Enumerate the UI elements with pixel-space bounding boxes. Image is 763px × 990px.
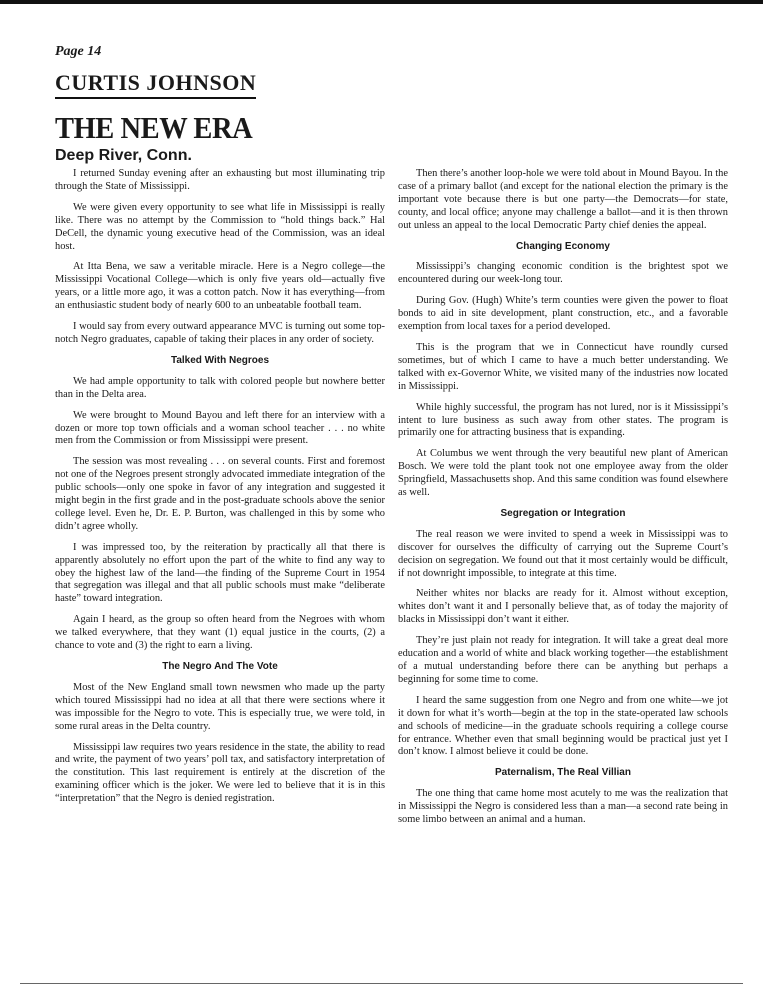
top-border-rule [0,0,763,4]
article-paragraph: They’re just plain not ready for integration. It will take a great deal more education and a world of white and black working together—the establishment of a mutual understanding before there can be anything but perhaps a beginning for some time to come. [398,635,728,685]
article-paragraph: During Gov. (Hugh) White’s term counties were given the power to float bonds to aid in site development, plant construction, etc., and a favorable exemption from local taxes for a period developed. [398,295,728,333]
article-paragraph: I was impressed too, by the reiteration by practically all that there is apparently absolutely no effort upon the part of the white to find any way to obey the highest law of the land—the finding of the Supreme Court in 1954 that segregation was illegal and that all public schools must make “deliberate haste” toward integration. [55,541,385,605]
article-paragraph: We had ample opportunity to talk with colored people but nowhere better than in the Delta area. [55,375,385,400]
article-column-right [398,168,728,835]
section-heading: Changing Economy [516,240,610,252]
article-paragraph: We were given every opportunity to see what life in Mississippi is really like. There was no attempt by the Commission to “hold things back.” Hal DeCell, the dynamic young executive head of the Commission, was an ideal host. [55,201,385,252]
article-paragraph: Mississippi law requires two years residence in the state, the ability to read and write, the payment of two years’ poll tax, and satisfactory interpretation of the constitution. This last requirement is entirely at the discretion of the examining officer which is the joker. We were led to believe that it is in this “interpretation” that the Negro is denied registration. [55,741,385,805]
article-paragraph: Neither whites nor blacks are ready for it. Almost without exception, whites don’t want it and I personally believe that, as of today the majority of blacks in Mississippi don’t want it either. [398,588,728,626]
article-paragraph: The one thing that came home most acutely to me was the realization that in Mississippi the Negro is considered less than a man—a second rate being in some limbo between an animal and a human. [398,788,728,826]
article-column-left [55,168,385,814]
article-paragraph: Mississippi’s changing economic condition is the brightest spot we encountered during our week-long tour. [398,261,728,286]
article-paragraph: This is the program that we in Connecticut have roundly cursed sometimes, but of which I came to have a much better understanding. We talked with ex-Governor White, we visited many of the industries now located in Mississippi. [398,341,728,392]
section-heading: Paternalism, The Real Villian [495,767,631,779]
column-masthead: THE NEW ERA [55,110,253,145]
article-paragraph: The real reason we were invited to spend a week in Mississippi was to discover for ourselves the difficulty of carrying out the Supreme Court’s decision on segregation. We found out that it most certainly would be difficult, if not downright impossible, to integrate at this time. [398,528,728,579]
article-paragraph: We were brought to Mound Bayou and left there for an interview with a dozen or more top town officials and a woman school teacher . . . no white men from the Commission or from Mississippi were present. [55,409,385,447]
article-paragraph: Again I heard, as the group so often heard from the Negroes with whom we talked everywhere, that they want (1) equal justice in the courts, (2) a chance to vote and (3) the right to earn a living. [55,614,385,652]
article-paragraph: I would say from every outward appearance MVC is turning out some top-notch Negro graduates, capable of taking their places in any order of society. [55,321,385,345]
bottom-border-rule [20,983,743,984]
section-heading: The Negro And The Vote [162,661,278,672]
article-paragraph: At Itta Bena, we saw a veritable miracle. Here is a Negro college—the Mississippi Vocational College—which is only five years old—actually five years, or a little more ago, it was a cotton patch. Now it has everything—from an enthusiastic student body of nearly 600 to an unbeatable football team. [55,261,385,312]
article-paragraph: I heard the same suggestion from one Negro and from one white—we jot it down for what it’s worth—begin at the top in the state-operated law schools and schools of medicine—in the graduate schools requiring a college course for entrance. Whether even that small beginning would be practical just yet I don’t know. I almost believe it could be done. [398,694,728,758]
page-number: Page 14 [55,44,102,59]
section-heading: Segregation or Integration [500,507,626,519]
section-heading: Talked With Negroes [170,354,270,366]
article-paragraph: While highly successful, the program has not lured, nor is it Mississippi’s intent to lure business as such away from other states. The program is primarily one for attracting business that is expanding. [398,401,728,439]
article-paragraph: Then there’s another loop-hole we were told about in Mound Bayou. In the case of a primary ballot (and except for the national election the primary is the important vote because there is but one party—the Democrats—for state, county, and local office; anyone may challenge a ballot—and it is then thrown out unless an appeal to the local Democratic Party chief denies the appeal. [398,168,728,231]
dateline: Deep River, Conn. [55,147,192,164]
article-paragraph: The session was most revealing . . . on several counts. First and foremost not one of the Negroes present strongly advocated immediate integration of the public schools—only one spoke in favor of any integration and suggested it might begin in the first grade and in the post-graduate schools above the senior college level. Even he, Dr. E. P. Burton, was challenged in this by some who didn’t agree wholly. [55,456,385,532]
article-paragraph: Most of the New England small town newsmen who made up the party which toured Mississippi had no idea at all that there were sections where it was impossible for the Negro to vote. This is especially true, we were told, in some rural areas in the Delta country. [55,681,385,732]
article-paragraph: At Columbus we went through the very beautiful new plant of American Bosch. We were told the plant took not one employee away from the older Springfield, Massachusetts shop. And this same condition was found elsewhere as well. [398,448,728,499]
author-byline: CURTIS JOHNSON [55,70,256,99]
article-paragraph: I returned Sunday evening after an exhausting but most illuminating trip through the State of Mississippi. [55,168,385,192]
